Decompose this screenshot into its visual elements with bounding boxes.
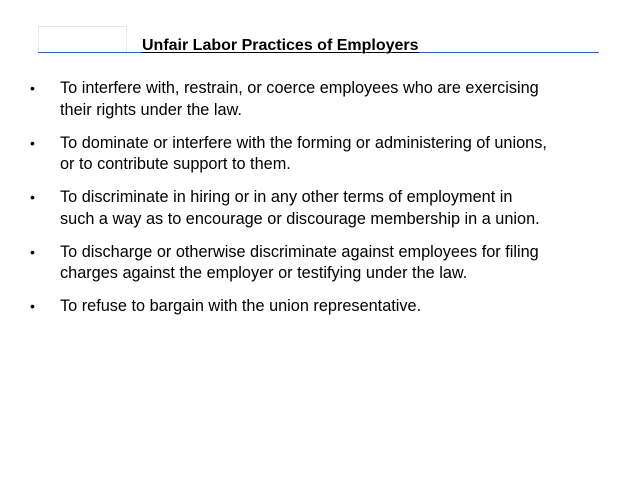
bullet-icon: •: [30, 134, 35, 151]
bullet-icon: •: [30, 298, 35, 314]
bullet-item: [28, 78, 608, 121]
bullet-item: [28, 133, 608, 176]
bullet-item: [28, 187, 608, 230]
bullet-text-line: To discharge or otherwise discriminate against employees for filing: [60, 242, 539, 261]
bullet-item: [28, 242, 608, 285]
bullet-text-line: To interfere with, restrain, or coerce employees who are exercising: [60, 79, 539, 97]
bullet-text-line: charges against the employer or testifying under the law.: [60, 264, 468, 282]
bullet-icon: •: [30, 243, 35, 260]
bullet-text-line: such a way as to encourage or discourage membership in a union.: [60, 209, 540, 228]
bullet-item: [28, 296, 608, 318]
bullet-text-line: To dominate or interfere with the forming or administering of unions,: [60, 133, 547, 152]
bullet-list: [28, 78, 608, 329]
bullet-text-line: To refuse to bargain with the union representative.: [60, 297, 422, 315]
bullet-icon: •: [30, 80, 35, 96]
bullet-text-line: their rights under the law.: [60, 100, 242, 119]
bullet-text-line: or to contribute support to them.: [60, 155, 291, 173]
slide-title: Unfair Labor Practices of Employers: [142, 37, 419, 54]
logo-placeholder-box: [38, 26, 127, 53]
bullet-icon: •: [30, 189, 35, 205]
bullet-text-line: To discriminate in hiring or in any other terms of employment in: [60, 188, 513, 206]
